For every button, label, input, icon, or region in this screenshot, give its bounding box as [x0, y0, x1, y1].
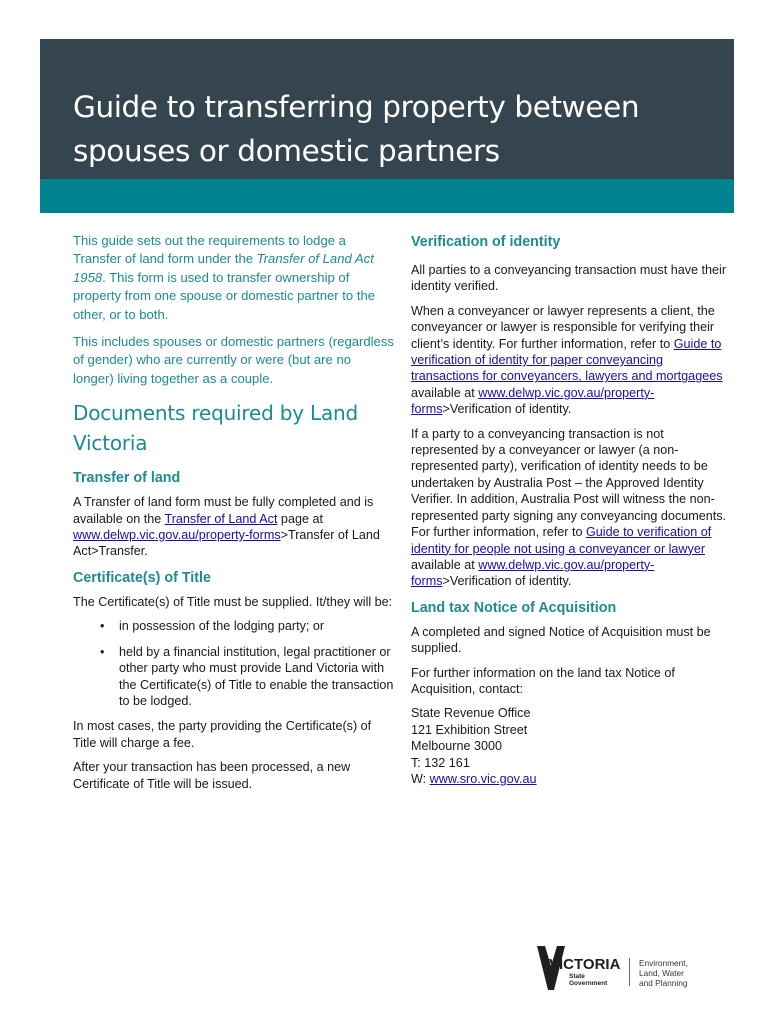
land-tax-paragraph-2: For further information on the land tax Notice of Acquisition, contact: [411, 665, 675, 696]
property-forms-link[interactable]: www.delwp.vic.gov.au/property-forms [411, 557, 655, 589]
verification-paragraph-3: If a party to a conveyancing transaction is not represented by a conveyancer or lawyer (a non-represented party), verification of identity needs to be undertaken by Australia Post – the Approved Identity Verifier. In addition, Australia Post will witness the non-represented party signing any conveyancing documents. For further information, refer to Guide to verification of identity for people not using a conveyancer or lawyer available at www.delwp.vic.gov.au/property-forms>Verification of identity. [411, 426, 727, 589]
intro-paragraph-1: This guide sets out the requirements to lodge a Transfer of land form under the Transfer of Land Act 1958. This form is used to transfer ownership of property from one spouse or domestic partner to the other, or to both. [73, 233, 376, 322]
left-column [73, 232, 395, 800]
bullet-icon: • [100, 619, 105, 634]
certificate-issued-paragraph: After your transaction has been processed, a new Certificate of Title will be issued. [73, 760, 351, 791]
page-title: Guide to transferring property between spouses or domestic partners [73, 90, 640, 168]
address-line: Melbourne 3000 [411, 739, 503, 754]
list-item: • held by a financial institution, legal practitioner or other party who must provide Land Victoria with the Certificate(s) of Title to enable the transaction to be lodged. [100, 644, 394, 708]
department-name [639, 958, 709, 988]
logo-divider [629, 958, 630, 986]
phone-number: T: 132 161 [411, 755, 470, 770]
documents-heading: Documents required by Land Victoria [73, 401, 359, 456]
list-item: • in possession of the lodging party; or [100, 619, 325, 634]
property-forms-link[interactable]: www.delwp.vic.gov.au/property-forms [73, 528, 281, 543]
voi-non-represented-guide-link[interactable]: Guide to verification of identity for people not using a conveyancer or lawyer [411, 525, 712, 556]
department-line: Environment, [639, 958, 688, 968]
victoria-state-government-logo-icon [536, 944, 620, 992]
department-line: Land, Water [639, 968, 684, 978]
title-banner [40, 39, 734, 213]
certificate-heading: Certificate(s) of Title [73, 569, 211, 586]
verification-paragraph-2: When a conveyancer or lawyer represents a client, the conveyancer or lawyer is responsible for verifying their client’s identity. For further information, refer to Guide to verification of identity for paper conveyancing transactions for conveyancers, lawyers and mortgagees available at www.delwp.vic.gov.au/property-forms>Verification of identity. [411, 303, 723, 417]
intro-paragraph-2: This includes spouses or domestic partners (regardless of gender) who are currently or were (but are no longer) living together as a couple. [73, 334, 394, 386]
website-line: W: www.sro.vic.gov.au [411, 771, 537, 786]
address-line: 121 Exhibition Street [411, 722, 528, 737]
land-tax-heading: Land tax Notice of Acquisition [411, 599, 617, 616]
voi-conveyancers-guide-link[interactable]: Guide to verification of identity for paper conveyancing transactions for conveyancers, lawyers and mortgagees [411, 336, 723, 384]
logo-sub-2: Government [569, 980, 608, 987]
right-column [411, 232, 733, 787]
transfer-paragraph: A Transfer of land form must be fully completed and is available on the Transfer of Land Act page at www.delwp.vic.gov.au/property-forms>Transfer of Land Act>Transfer. [73, 495, 380, 559]
contact-address [411, 705, 733, 787]
transfer-heading: Transfer of land [73, 470, 181, 487]
logo-sub-1: State [569, 973, 585, 980]
footer-logo [536, 944, 706, 992]
verification-heading: Verification of identity [411, 234, 561, 250]
land-tax-paragraph-1: A completed and signed Notice of Acquisition must be supplied. [411, 624, 711, 656]
transfer-of-land-act-link[interactable]: Transfer of Land Act [164, 511, 278, 526]
address-line: State Revenue Office [411, 706, 531, 721]
act-name: Transfer of Land Act 1958 [73, 251, 374, 285]
logo-wordmark: VICTORIA [549, 956, 620, 973]
sro-website-link[interactable]: www.sro.vic.gov.au [429, 771, 537, 786]
verification-paragraph-1: All parties to a conveyancing transaction must have their identity verified. [411, 263, 727, 294]
certificate-bullet-list [73, 618, 395, 709]
certificate-paragraph: The Certificate(s) of Title must be supplied. It/they will be: [73, 594, 393, 609]
property-forms-link[interactable]: www.delwp.vic.gov.au/property-forms [411, 385, 655, 417]
banner-accent-stripe [40, 179, 734, 213]
certificate-fee-paragraph: In most cases, the party providing the Certificate(s) of Title will charge a fee. [73, 719, 372, 750]
department-line: and Planning [639, 978, 688, 988]
bullet-icon: • [100, 644, 105, 659]
